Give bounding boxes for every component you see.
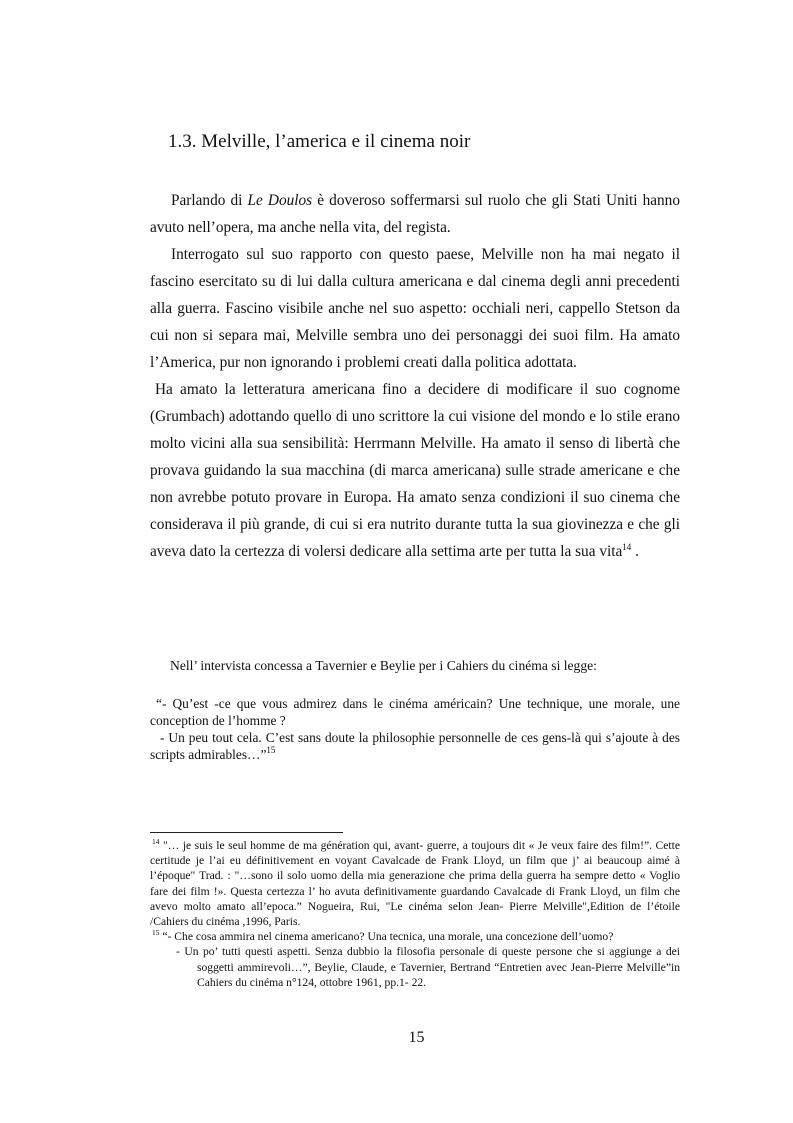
footnotes [150, 838, 680, 990]
paragraph-1 [150, 187, 680, 241]
paragraph-1-lead: Parlando di [171, 192, 248, 209]
paragraph-2: Interrogato sul suo rapporto con questo paese, Melville non ha mai negato il fascino esercitato su di lui dalla cultura americana e dal cinema degli anni precedenti alla guerra. Fascino visibile anche nel suo aspetto: occhiali neri, cappello Stetson da cui non si separa mai, Melville sembra uno dei personaggi dei suoi film. Ha amato l’America, pur non ignorando i problemi creati dalla politica adottata. [150, 246, 680, 371]
footnote-separator [150, 832, 343, 833]
page-number: 15 [408, 1029, 425, 1046]
footnote-14-text: "… je suis le seul homme de ma génération qui, avant- guerre, a toujours dit « Je veux faire des film!”. Cette certitude je l’ai eu définitivement en voyant Cavalcade de Frank Lloyd, un film que j’ ai beaucoup aimé à l’époque" Trad. : "…sono il solo uomo della mia generazione che prima della guerra ha sempre detto « Voglio fare dei film !». Questa certezza l’ ho avuta definitivamente guardando Cavalcade di Frank Lloyd, un film che avevo molto amato all’epoca.” Nogueira, Rui, "Le cinéma selon Jean- Pierre Melville",Edition de l’étoile /Cahiers du cinéma ,1996, Paris. [150, 839, 680, 929]
footnote-15-marker: 15 [152, 928, 160, 938]
film-title: Le Doulos [247, 192, 313, 209]
paragraph-1-rest: è doveroso soffermarsi sul ruolo che gli Stati Uniti hanno avuto nell’opera, ma anche nella vita, del regista. [150, 192, 680, 236]
quote-answer [150, 729, 680, 763]
footnote-ref-15[interactable]: 15 [266, 745, 276, 755]
interview-quote [150, 695, 680, 763]
footnote-14 [150, 838, 680, 929]
footnote-15-continued: - Un po’ tutti questi aspetti. Senza dubbio la filosofia personale di queste persone che si aggiunge a dei soggetti ammirevoli…”, Beylie, Claude, e Tavernier, Bertrand “Entretien avec Jean-Pierre Melville”in Cahiers du cinéma n°124, ottobre 1961, pp.1- 22. [176, 945, 680, 989]
footnote-15-text: “- Che cosa ammira nel cinema americano? Una tecnica, una morale, una concezione dell’uomo? [159, 930, 614, 944]
paragraph-3-text: Ha amato la letteratura americana fino a decidere di modificare il suo cognome (Grumbach) adottando quello di uno scrittore la cui visione del mondo e lo stile erano molto vicini alla sua sensibilità: Herrmann Melville. Ha amato il senso di libertà che provava guidando la sua macchina (di marca americana) sulle strade americane e che non avrebbe potuto provare in Europa. Ha amato senza condizioni il suo cinema che considerava il più grande, di cui si era nutrito durante tutta la sua giovinezza e che gli aveva dato la certezza di volersi dedicare alla settima arte per tutta la sua vita [150, 381, 680, 560]
paragraph-3-end: . [631, 543, 639, 560]
body-text [150, 187, 680, 565]
footnote-ref-14[interactable]: 14 [622, 542, 632, 552]
interview-intro: Nell’ intervista concessa a Tavernier e Beylie per i Cahiers du cinéma si legge: [170, 658, 597, 673]
quote-question: “- Qu’est -ce que vous admirez dans le cinéma américain? Une technique, une morale, une conception de l’homme ? [150, 696, 680, 728]
paragraph-3 [150, 376, 680, 565]
footnote-14-marker: 14 [152, 837, 160, 846]
footnote-15 [150, 929, 680, 944]
quote-answer-text: - Un peu tout cela. C’est sans doute la philosophie personnelle de ces gens-là qui s’ajoute à des scripts admirables…” [150, 730, 680, 762]
section-heading: 1.3. Melville, l’america e il cinema noir [168, 131, 471, 152]
